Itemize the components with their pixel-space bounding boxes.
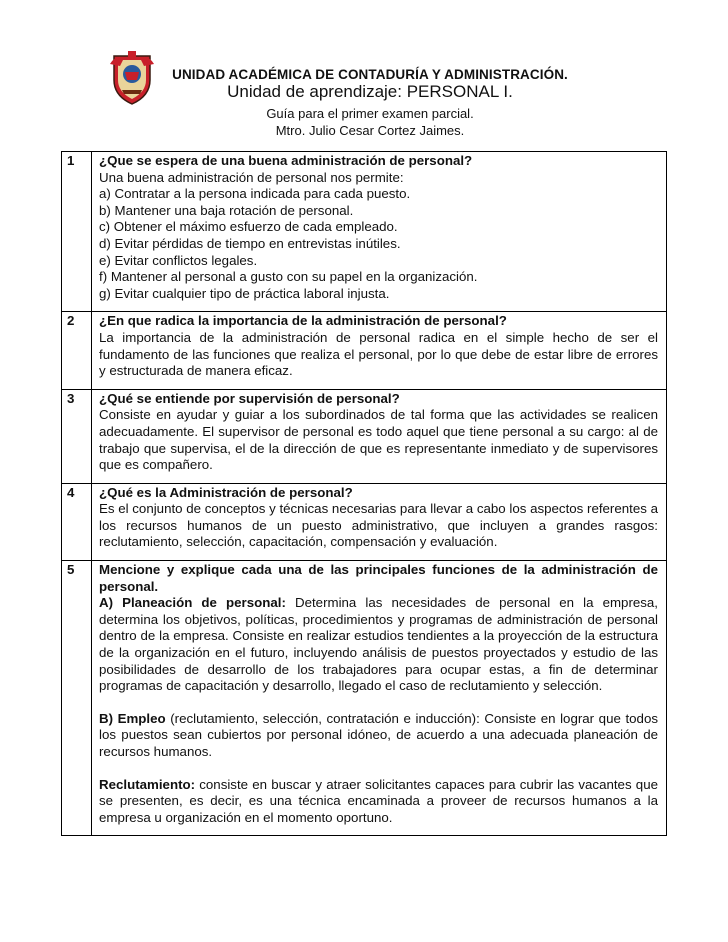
question-number: 1 — [62, 152, 92, 312]
section-term: A) Planeación de personal: — [99, 595, 286, 611]
question-row — [62, 312, 667, 389]
list-item: f) Mantener al personal a gusto con su papel en la organización. — [99, 269, 478, 285]
section-term: B) Empleo — [99, 710, 166, 726]
function-section — [99, 711, 658, 761]
question-number: 4 — [62, 483, 92, 560]
question-cell — [92, 152, 667, 312]
function-section — [99, 777, 658, 827]
section-text: (reclutamiento, selección, contratación e inducción): Consiste en lograr que todos los puestos sean cubiertos por personal idóneo, de acuerdo a una adecuada planeación de recursos humanos. — [99, 710, 658, 759]
list-item: c) Obtener el máximo esfuerzo de cada empleado. — [99, 219, 398, 235]
document-header — [0, 0, 728, 150]
section-term: Reclutamiento: — [99, 776, 196, 792]
list-item: a) Contratar a la persona indicada para cada puesto. — [99, 186, 411, 202]
question-text: Mencione y explique cada una de las principales funciones de la administración de personal. — [99, 562, 658, 594]
question-cell — [92, 312, 667, 389]
question-cell — [92, 483, 667, 560]
question-text: ¿En que radica la importancia de la administración de personal? — [99, 313, 507, 329]
question-cell — [92, 389, 667, 483]
guide-subtitle: Guía para el primer examen parcial. — [266, 106, 474, 121]
question-cell — [92, 561, 667, 836]
function-section — [99, 595, 658, 695]
institution-title: UNIDAD ACADÉMICA DE CONTADURÍA Y ADMINISTRACIÓN. — [172, 67, 568, 82]
question-text: ¿Qué se entiende por supervisión de personal? — [99, 390, 400, 406]
answer-text: Consiste en ayudar y guiar a los subordinados de tal forma que las actividades se realicen adecuadamente. El supervisor de personal es todo aquel que tiene personal a su cargo: al de trabajo que supervisa, el de la dirección de que es representante inmediato y de supervisores que es compañero. — [99, 407, 658, 473]
question-row — [62, 152, 667, 312]
section-text: Determina las necesidades de personal en la empresa, determina los objetivos, políticas, procedimientos y programas de administración de personal dentro de la empresa. Consiste en realizar estudios tendientes a la proyección de la estructura de la organización en el futuro, incluyendo análisis de puestos proyectados y estudio de las posibilidades de desarrollo de los trabajadores para ocupar estas, a fin de determinar programas de capacitación y desarrollo, llegado el caso de reclutamiento y selección. — [99, 595, 658, 694]
list-item: e) Evitar conflictos legales. — [99, 252, 258, 268]
list-item: g) Evitar cualquier tipo de práctica laboral injusta. — [99, 285, 390, 301]
question-row — [62, 561, 667, 836]
question-text: ¿Qué es la Administración de personal? — [99, 484, 353, 500]
question-number: 3 — [62, 389, 92, 483]
university-crest-icon — [108, 50, 156, 106]
question-row — [62, 483, 667, 560]
question-number: 5 — [62, 561, 92, 836]
list-item: d) Evitar pérdidas de tiempo en entrevistas inútiles. — [99, 235, 401, 251]
course-unit: Unidad de aprendizaje: PERSONAL I. — [227, 82, 513, 101]
answer-intro: Una buena administración de personal nos permite: — [99, 169, 404, 185]
question-row — [62, 389, 667, 483]
question-number: 2 — [62, 312, 92, 389]
list-item: b) Mantener una baja rotación de personal. — [99, 202, 354, 218]
question-text: ¿Que se espera de una buena administración de personal? — [99, 153, 473, 168]
answer-text: La importancia de la administración de personal radica en el simple hecho de ser el fundamento de las funciones que realiza el personal, por lo que debe de estar libre de errores y estructurada de manera eficaz. — [99, 329, 658, 379]
answer-text: Es el conjunto de conceptos y técnicas necesarias para llevar a cabo los aspectos referentes a los recursos humanos de un puesto administrativo, que incluyen a grandes rasgos: reclutamiento, selección, capacitación, compensación y evaluación. — [99, 501, 658, 550]
section-text: consiste en buscar y atraer solicitantes capaces para cubrir las vacantes que se presenten, es decir, es una técnica encaminada a proveer de recursos humanos a la empresa u organización en el momento oportuno. — [99, 776, 658, 825]
questions-table — [61, 151, 667, 836]
teacher-name: Mtro. Julio Cesar Cortez Jaimes. — [275, 123, 465, 138]
